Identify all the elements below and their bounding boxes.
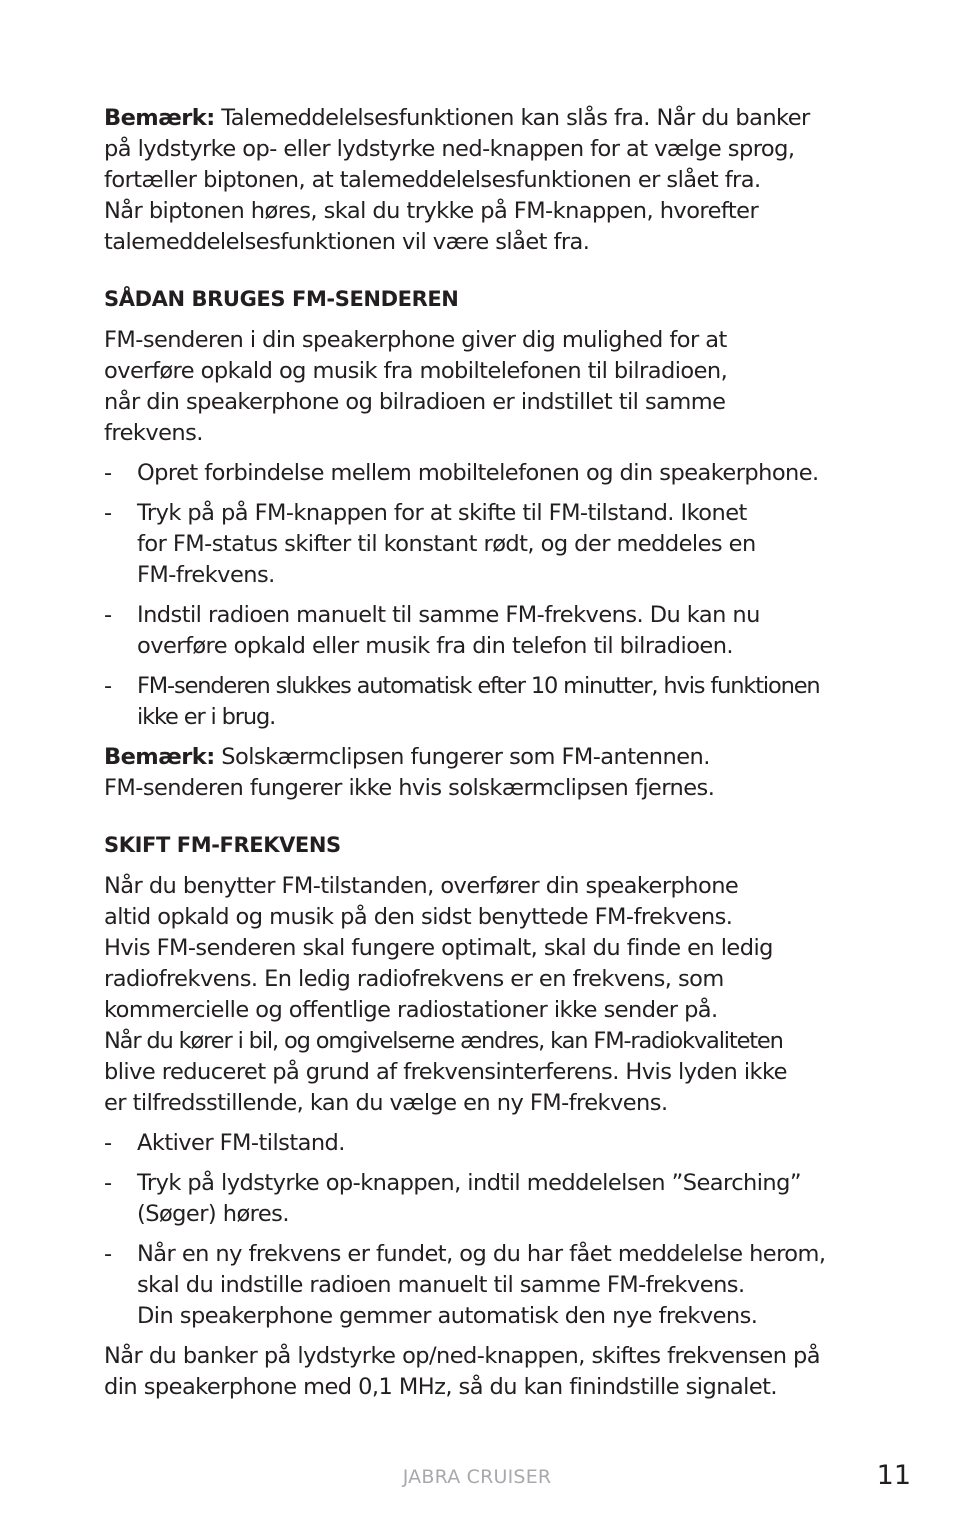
section-intro-fm-transmitter: FM-senderen i din speakerphone giver dig mulighed for at overføre opkald og musik fra mobiltelefonen til bilradioen, når din speakerphone og bilradioen er indstillet til samme frekvens. — [104, 327, 728, 446]
list-item — [104, 1239, 864, 1332]
bullet-list-fm-transmitter — [104, 458, 864, 733]
section-heading-change-frequency: SKIFT FM-FREKVENS — [104, 833, 341, 857]
list-item-text: Opret forbindelse mellem mobiltelefonen og din speakerphone. — [137, 460, 819, 486]
bullet-dash: - — [104, 500, 112, 526]
list-item-text: FM-senderen slukkes automatisk efter 10 minutter, hvis funktionen ikke er i brug. — [137, 673, 820, 730]
intro-text-c: blive reduceret på grund af frekvensinterferens. Hvis lyden ikke er tilfredsstillende, kan du vælge en ny FM-frekvens. — [104, 1059, 787, 1116]
list-item — [104, 600, 864, 662]
note-label: Bemærk: — [104, 105, 215, 131]
list-item-text: Tryk på på FM-knappen for at skifte til FM-tilstand. Ikonet for FM-status skifter til konstant rødt, og der meddeles en FM-frekvens. — [137, 500, 756, 588]
bullet-dash: - — [104, 460, 112, 486]
closing-paragraph: Når du banker på lydstyrke op/ned-knappen, skiftes frekvensen på din speakerphone med 0,1 MHz, så du kan finindstille signalet. — [104, 1343, 820, 1400]
list-item — [104, 1128, 864, 1159]
list-item-text: Når en ny frekvens er fundet, og du har fået meddelelse herom, skal du indstille radioen manuelt til samme FM-frekvens. Din speakerphone gemmer automatisk den nye frekvens. — [137, 1241, 826, 1329]
section-heading-fm-transmitter: SÅDAN BRUGES FM-SENDEREN — [104, 287, 459, 311]
bullet-dash: - — [104, 1241, 112, 1267]
bullet-dash: - — [104, 1170, 112, 1196]
list-item-text: Indstil radioen manuelt til samme FM-frekvens. Du kan nu overføre opkald eller musik fra din telefon til bilradioen. — [137, 602, 760, 659]
bullet-list-change-frequency — [104, 1128, 864, 1332]
list-item — [104, 671, 864, 733]
list-item — [104, 1168, 864, 1230]
bullet-dash: - — [104, 673, 111, 699]
bullet-dash: - — [104, 1130, 112, 1156]
intro-text-b: Når du kører i bil, og omgivelserne ændres, kan FM-radiokvaliteten — [104, 1028, 783, 1054]
note-paragraph-2 — [104, 742, 864, 804]
list-item — [104, 458, 864, 489]
footer-product-name: JABRA CRUISER — [402, 1466, 552, 1488]
list-item — [104, 498, 864, 591]
note-paragraph-1 — [104, 103, 864, 258]
section-intro-change-frequency — [104, 871, 864, 1119]
page-number: 11 — [876, 1460, 911, 1491]
list-item-text: Tryk på lydstyrke op-knappen, indtil meddelelsen ”Searching” (Søger) høres. — [137, 1170, 801, 1227]
list-item-text: Aktiver FM-tilstand. — [137, 1130, 345, 1156]
page-content — [104, 103, 864, 1403]
bullet-dash: - — [104, 602, 112, 628]
intro-text-a: Når du benytter FM-tilstanden, overfører din speakerphone altid opkald og musik på den sidst benyttede FM-frekvens. Hvis FM-senderen skal fungere optimalt, skal du finde en ledig radiofrekvens. En ledig radiofrekvens er en frekvens, som kommercielle og offentlige radiostationer ikke sender på. — [104, 873, 773, 1023]
note-text: Talemeddelelsesfunktionen kan slås fra. Når du banker på lydstyrke op- eller lydstyrke ned-knappen for at vælge sprog, fortæller biptonen, at talemeddelelsesfunktionen er slået fra. Når biptonen høres, skal du trykke på FM-knappen, hvorefter talemeddelelsesfunktionen vil være slået fra. — [104, 105, 810, 255]
note-text: Solskærmclipsen fungerer som FM-antennen. FM-senderen fungerer ikke hvis solskærmclipsen fjernes. — [104, 744, 715, 801]
note-label: Bemærk: — [104, 744, 215, 770]
